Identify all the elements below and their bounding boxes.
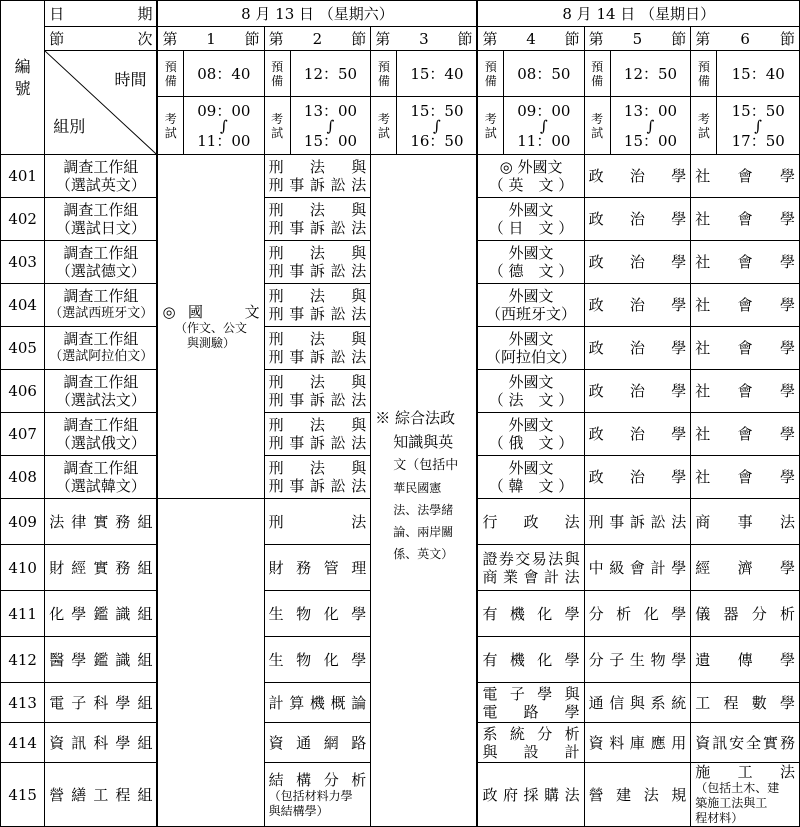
- row-group-line: 法律實務組: [49, 512, 153, 531]
- row-session-6-text: 社 會 學: [695, 339, 795, 357]
- row-session-6-line: （包括土木、建: [695, 781, 780, 795]
- row-code: 415: [1, 763, 45, 827]
- row-session-2: [264, 545, 371, 591]
- row-group-line: （選試法文）: [55, 391, 146, 409]
- row-session-6: [691, 723, 800, 763]
- row-session-4: [477, 591, 584, 637]
- row-session-4-line: （ 法 文 ）: [488, 391, 574, 409]
- row-group: [45, 545, 158, 591]
- row-session-4-line: 有 機 化 學: [482, 604, 580, 623]
- row-session-4-line: 外國文: [508, 201, 554, 219]
- exam-time-5: 13：00 ∫ 15：00: [610, 97, 691, 155]
- row-session-6: [691, 241, 800, 284]
- prep-label-6: 預備: [691, 51, 717, 97]
- row-session-4-line: ◎ 外國文: [499, 158, 563, 176]
- prep-time-6: 15：40: [717, 51, 800, 97]
- row-session-6: [691, 284, 800, 327]
- code-header: 編號: [1, 1, 45, 155]
- row-group-line: （選試韓文）: [55, 477, 146, 495]
- row-session-4-line: 外國文: [508, 287, 554, 305]
- row-code: 403: [1, 241, 45, 284]
- row-session-2-line: 刑事訴訟法: [268, 434, 367, 452]
- row-session-2: [264, 683, 371, 723]
- row-session-2: [264, 456, 371, 499]
- row-group: [45, 683, 158, 723]
- row-session-5-text: 政 治 學: [588, 339, 687, 357]
- row-session-4-line: 外國文: [508, 244, 554, 262]
- row-session-2: [264, 198, 371, 241]
- diagonal-line: [45, 51, 156, 154]
- row-session-5-text: 政 治 學: [588, 210, 687, 228]
- exam-label-2: 考試: [264, 97, 290, 155]
- row-code: 410: [1, 545, 45, 591]
- row-session-6: [691, 327, 800, 370]
- row-group-line: 化學鑑識組: [49, 604, 153, 623]
- row-session-2: [264, 499, 371, 545]
- row-session-5-text: 中級會計學: [588, 558, 687, 577]
- row-session-5: [584, 413, 691, 456]
- row-session-4: [477, 370, 584, 413]
- prep-time-5: 12：50: [610, 51, 691, 97]
- row-session-6: [691, 545, 800, 591]
- row-session-2-line: 計算機概論: [268, 693, 367, 712]
- row-group: [45, 499, 158, 545]
- row-group: [45, 155, 158, 198]
- row-session-2: [264, 155, 371, 198]
- exam-label-6: 考試: [691, 97, 717, 155]
- row-group-line: 調查工作組: [63, 330, 139, 348]
- row-session-6: [691, 591, 800, 637]
- row-session-4: [477, 637, 584, 683]
- row-code: 409: [1, 499, 45, 545]
- row-session-6-text: 經 濟 學: [695, 558, 795, 577]
- row-session-4-line: 外國文: [508, 330, 554, 348]
- row-group: [45, 591, 158, 637]
- row-session-5-text: 分子生物學: [588, 650, 687, 669]
- row-session-2-line: 結 構 分 析: [268, 770, 367, 789]
- row-session-2-line: 刑事訴訟法: [268, 391, 367, 409]
- row-session-2-line: 刑 法 與: [268, 201, 367, 219]
- row-session-5: [584, 327, 691, 370]
- row-session-4-line: （ 俄 文 ）: [488, 434, 574, 452]
- row-group: [45, 198, 158, 241]
- row-code: 408: [1, 456, 45, 499]
- row-group-line: 調查工作組: [63, 287, 139, 305]
- exam-label-1: 考試: [157, 97, 183, 155]
- row-group-line: 調查工作組: [63, 459, 139, 477]
- row-session-5-text: 刑事訴訟法: [588, 512, 687, 531]
- exam-label-3: 考試: [371, 97, 397, 155]
- row-session-4: [477, 683, 584, 723]
- row-session-4-line: （ 德 文 ）: [488, 262, 574, 280]
- row-session-6-text: 社 會 學: [695, 382, 795, 400]
- session-6-label: 第 6 節: [691, 27, 800, 51]
- row-group: [45, 241, 158, 284]
- row-group: [45, 327, 158, 370]
- row-session-4-line: 外國文: [508, 373, 554, 391]
- session-1-national-language: [157, 155, 264, 499]
- row-session-4: [477, 723, 584, 763]
- exam-label-5: 考試: [584, 97, 610, 155]
- row-session-4: [477, 763, 584, 827]
- row-session-2-line: 與結構學）: [268, 803, 329, 818]
- row-session-6-line: 築施工法與工: [695, 796, 768, 810]
- exam-time-2: 13：00 ∫ 15：00: [290, 97, 371, 155]
- prep-time-1: 08：40: [184, 51, 265, 97]
- row-session-4-line: 行 政 法: [482, 512, 580, 531]
- prep-label-3: 預備: [371, 51, 397, 97]
- row-group-line: （選試德文）: [55, 262, 146, 280]
- row-session-5: [584, 683, 691, 723]
- row-session-2-line: 生 物 化 學: [268, 604, 367, 623]
- row-session-2-line: 刑事訴訟法: [268, 176, 367, 194]
- row-session-2-line: 刑事訴訟法: [268, 348, 367, 366]
- s1-title: ◎ 國 文: [162, 302, 260, 321]
- day2-header: 8 月 14 日 （星期日）: [477, 1, 799, 27]
- row-session-6: [691, 370, 800, 413]
- day1-header: 8 月 13 日 （星期六）: [157, 1, 477, 27]
- prep-label-5: 預備: [584, 51, 610, 97]
- row-session-2: [264, 763, 371, 827]
- session-2-label: 第 2 節: [264, 27, 371, 51]
- s3-line: 華民國憲: [393, 481, 442, 495]
- row-group-line: 調查工作組: [63, 158, 139, 176]
- row-session-4: [477, 155, 584, 198]
- row-group-line: （選試英文）: [55, 176, 146, 194]
- row-session-2: [264, 413, 371, 456]
- prep-time-2: 12：50: [290, 51, 371, 97]
- row-session-2: [264, 591, 371, 637]
- exam-time-6: 15：50 ∫ 17：50: [717, 97, 800, 155]
- row-session-2-line: 資 通 網 路: [268, 733, 367, 752]
- row-session-5: [584, 637, 691, 683]
- row-group: [45, 370, 158, 413]
- row-session-6-text: 社 會 學: [695, 468, 795, 486]
- row-session-5-text: 政 治 學: [588, 468, 687, 486]
- time-label: 時間: [114, 70, 147, 89]
- row-session-4: [477, 545, 584, 591]
- row-session-5: [584, 284, 691, 327]
- row-session-2-line: （包括材料力學: [268, 788, 353, 803]
- row-session-2-line: 刑 法 與: [268, 416, 367, 434]
- row-session-5: [584, 456, 691, 499]
- exam-time-3: 15：50 ∫ 16：50: [397, 97, 478, 155]
- row-session-6-text: 社 會 學: [695, 425, 795, 443]
- row-session-6: [691, 155, 800, 198]
- row-session-5-text: 資料庫應用: [588, 733, 687, 752]
- row-session-5-text: 分 析 化 學: [588, 604, 687, 623]
- row-session-6-text: 社 會 學: [695, 253, 795, 271]
- row-session-5: [584, 155, 691, 198]
- session-label: 節 次: [45, 27, 158, 51]
- row-session-5: [584, 545, 691, 591]
- row-session-5: [584, 370, 691, 413]
- session-5-label: 第 5 節: [584, 27, 691, 51]
- row-session-4-line: （阿拉伯文）: [486, 348, 577, 366]
- row-session-4: [477, 413, 584, 456]
- row-session-5-text: 政 治 學: [588, 167, 687, 185]
- row-code: 411: [1, 591, 45, 637]
- s3-line: ※ 綜合法政: [375, 409, 456, 427]
- row-group: [45, 763, 158, 827]
- row-session-2-line: 刑事訴訟法: [268, 477, 367, 495]
- row-session-5-text: 政 治 學: [588, 382, 687, 400]
- row-session-5: [584, 591, 691, 637]
- row-code: 404: [1, 284, 45, 327]
- row-session-6-line: 施 工 法: [695, 763, 795, 781]
- row-session-6-text: 社 會 學: [695, 296, 795, 314]
- row-session-6-line: 程材料）: [695, 811, 744, 825]
- session-4-label: 第 4 節: [477, 27, 584, 51]
- row-session-6: [691, 413, 800, 456]
- s3-line: 法、法學緒: [393, 503, 454, 517]
- session-3-label: 第 3 節: [371, 27, 478, 51]
- row-session-4: [477, 284, 584, 327]
- row-code: 401: [1, 155, 45, 198]
- row-group-line: 調查工作組: [63, 416, 139, 434]
- row-session-4-line: 與 設 計: [482, 742, 580, 761]
- exam-label-4: 考試: [477, 97, 503, 155]
- prep-label-4: 預備: [477, 51, 503, 97]
- s1-note: 與測驗）: [187, 335, 236, 350]
- row-code: 412: [1, 637, 45, 683]
- row-code: 413: [1, 683, 45, 723]
- row-session-5: [584, 763, 691, 827]
- row-group: [45, 637, 158, 683]
- exam-time-4: 09：00 ∫ 11：00: [504, 97, 585, 155]
- row-session-4-line: （西班牙文）: [486, 305, 577, 323]
- row-session-4-line: （ 韓 文 ）: [488, 477, 574, 495]
- group-label: 組別: [53, 117, 86, 136]
- session-1-label: 第 1 節: [157, 27, 264, 51]
- row-session-4-line: （ 英 文 ）: [488, 176, 574, 194]
- row-code: 407: [1, 413, 45, 456]
- row-session-6: [691, 637, 800, 683]
- row-session-5-text: 通信與系統: [588, 693, 687, 712]
- row-session-4: [477, 456, 584, 499]
- row-group-line: （選試日文）: [55, 219, 146, 237]
- date-label: 日 期: [45, 1, 158, 27]
- session-3-integrated-law: [371, 155, 478, 827]
- row-session-4: [477, 241, 584, 284]
- row-session-4: [477, 327, 584, 370]
- row-session-6-text: 工 程 數 學: [695, 693, 795, 712]
- table-row: [1, 155, 800, 198]
- row-session-2-line: 刑 法 與: [268, 244, 367, 262]
- row-session-4-line: 證券交易法與: [482, 549, 580, 568]
- row-session-6: [691, 499, 800, 545]
- row-session-4-line: 系 統 分 析: [482, 724, 580, 743]
- row-session-5-text: 營 建 法 規: [588, 785, 687, 804]
- row-group-line: 調查工作組: [63, 244, 139, 262]
- row-session-4: [477, 198, 584, 241]
- row-session-6: [691, 683, 800, 723]
- row-session-5-text: 政 治 學: [588, 253, 687, 271]
- row-session-2-line: 刑 法 與: [268, 373, 367, 391]
- row-session-6-text: 社 會 學: [695, 167, 795, 185]
- row-code: 405: [1, 327, 45, 370]
- row-group: [45, 456, 158, 499]
- row-session-2-line: 刑 法 與: [268, 459, 367, 477]
- row-group-line: 財經實務組: [49, 558, 153, 577]
- row-group: [45, 723, 158, 763]
- row-session-5: [584, 723, 691, 763]
- row-session-2-line: 刑 法 與: [268, 330, 367, 348]
- prep-label-2: 預備: [264, 51, 290, 97]
- row-session-2-line: 財 務 管 理: [268, 558, 367, 577]
- row-session-6-text: 儀 器 分 析: [695, 604, 795, 623]
- row-session-6: [691, 198, 800, 241]
- row-group-line: （選試阿拉伯文）: [49, 349, 154, 364]
- row-session-2-line: 刑事訴訟法: [268, 262, 367, 280]
- prep-time-3: 15：40: [397, 51, 478, 97]
- row-session-6: [691, 763, 800, 827]
- s1-note: （作文、公文: [175, 320, 248, 335]
- row-group-line: （選試俄文）: [55, 434, 146, 452]
- row-session-2-line: 刑事訴訟法: [268, 219, 367, 237]
- row-session-5: [584, 241, 691, 284]
- row-session-6: [691, 456, 800, 499]
- row-session-5-text: 政 治 學: [588, 296, 687, 314]
- row-session-4-line: 電 路 學: [482, 702, 580, 721]
- row-session-4-line: 外國文: [508, 416, 554, 434]
- row-session-4: [477, 499, 584, 545]
- row-session-4-line: （ 日 文 ）: [488, 219, 574, 237]
- row-session-2-line: 刑 法 與: [268, 158, 367, 176]
- s3-line: 文（包括中: [393, 458, 459, 473]
- time-group-corner: [45, 51, 158, 155]
- row-session-2-line: 生 物 化 學: [268, 650, 367, 669]
- row-session-5: [584, 198, 691, 241]
- row-code: 414: [1, 723, 45, 763]
- s3-line: 論、兩岸關: [393, 525, 454, 539]
- row-code: 406: [1, 370, 45, 413]
- row-session-6-text: 商 事 法: [695, 512, 795, 531]
- row-group-line: 調查工作組: [63, 373, 139, 391]
- row-session-6-text: 資訊安全實務: [695, 733, 795, 752]
- row-group-line: 電子科學組: [49, 693, 153, 712]
- row-session-6-text: 社 會 學: [695, 210, 795, 228]
- row-session-2: [264, 327, 371, 370]
- row-session-6-text: 遺 傳 學: [695, 650, 795, 669]
- row-group-line: 營繕工程組: [49, 785, 153, 804]
- row-code: 402: [1, 198, 45, 241]
- row-session-2-line: 刑 法 與: [268, 287, 367, 305]
- s3-line: 係、英文）: [393, 547, 454, 561]
- row-group-line: 醫學鑑識組: [49, 650, 153, 669]
- row-session-5: [584, 499, 691, 545]
- row-session-2: [264, 370, 371, 413]
- session-1-empty: [157, 499, 264, 827]
- row-session-4-line: 政府採購法: [482, 785, 580, 804]
- exam-time-1: 09：00 ∫ 11：00: [184, 97, 265, 155]
- row-session-4-line: 有 機 化 學: [482, 650, 580, 669]
- row-session-2: [264, 241, 371, 284]
- row-session-2-line: 刑事訴訟法: [268, 305, 367, 323]
- row-group-line: 調查工作組: [63, 201, 139, 219]
- row-group: [45, 413, 158, 456]
- row-session-4-line: 外國文: [508, 459, 554, 477]
- row-session-5-text: 政 治 學: [588, 425, 687, 443]
- prep-time-4: 08：50: [504, 51, 585, 97]
- row-group-line: （選試西班牙文）: [49, 306, 154, 321]
- s3-line: 知識與英: [393, 433, 454, 451]
- row-session-4-line: 電 子 學 與: [482, 684, 580, 703]
- row-session-2: [264, 637, 371, 683]
- prep-label-1: 預備: [157, 51, 183, 97]
- row-session-4-line: 商業會計法: [482, 567, 580, 586]
- row-group-line: 資訊科學組: [49, 733, 153, 752]
- row-session-2: [264, 723, 371, 763]
- row-session-2-line: 刑 法: [268, 512, 367, 531]
- row-group: [45, 284, 158, 327]
- row-session-2: [264, 284, 371, 327]
